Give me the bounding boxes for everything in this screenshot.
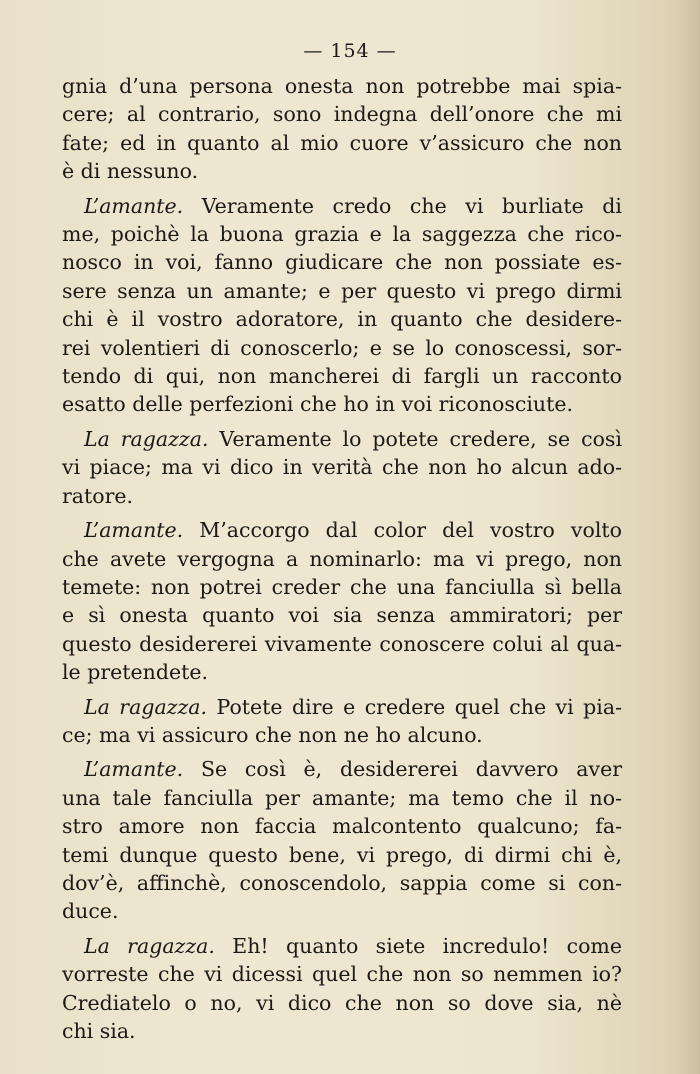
text-line: Crediatelo o no, vi dico che non so dove sia, nè (62, 990, 622, 1015)
text-line (62, 693, 622, 721)
text-line: sere senza un amante; e per questo vi prego dirmi (62, 278, 622, 303)
paragraph-6 (62, 755, 622, 925)
text-line: vorreste che vi dicessi quel che non so nemmen io? (62, 962, 622, 987)
paragraph-1 (62, 72, 622, 186)
text-line: le pretendete. (62, 660, 208, 685)
text-line: ce; ma vi assicuro che non ne ho alcuno. (62, 722, 483, 747)
text-line: vi piace; ma vi dico in verità che non ho alcun ado- (62, 455, 622, 480)
speaker-label: L’amante. (84, 518, 184, 543)
paragraph-5 (62, 693, 622, 750)
text-line (62, 516, 622, 544)
line-text: Veramente lo potete credere, se così (208, 426, 622, 451)
text-line: rei volentieri di conoscerlo; e se lo conoscessi, sor- (62, 335, 622, 360)
line-text: Potete dire e credere quel che vi pia- (207, 694, 622, 719)
dialogue-text (62, 72, 622, 1051)
text-line: temi dunque questo bene, vi prego, di dirmi chi è, (62, 842, 622, 867)
text-line: temete: non potrei creder che una fanciulla sì bella (62, 574, 622, 599)
text-line: stro amore non faccia malcontento qualcuno; fa- (62, 814, 622, 839)
text-line: cere; al contrario, sono indegna dell’onore che mi (62, 102, 622, 127)
text-line: e sì onesta quanto voi sia senza ammiratori; per (62, 603, 622, 628)
speaker-label: La ragazza. (84, 426, 209, 451)
speaker-label: La ragazza. (84, 694, 208, 719)
paragraph-2 (62, 192, 622, 419)
text-line: gnia d’una persona onesta non potrebbe mai spia- (62, 74, 622, 98)
speaker-label: La ragazza. (84, 933, 215, 958)
speaker-label: L’amante. (84, 193, 184, 218)
text-line: che avete vergogna a nominarlo: ma vi prego, non (62, 546, 622, 571)
text-line: è di nessuno. (62, 159, 199, 184)
line-text: M’accorgo dal color del vostro volto (183, 518, 622, 543)
text-line: chi è il vostro adoratore, in quanto che desidere- (62, 307, 622, 332)
page-number: — 154 — (303, 40, 397, 62)
text-line: duce. (62, 899, 119, 924)
text-line: nosco in voi, fanno giudicare che non possiate es- (62, 250, 622, 275)
text-line: tendo di qui, non mancherei di fargli un racconto (62, 364, 622, 389)
text-line: chi sia. (62, 1019, 136, 1043)
text-line: questo desidererei vivamente conoscere colui al qua- (62, 631, 622, 656)
text-line: fate; ed in quanto al mio cuore v’assicuro che non (62, 130, 622, 155)
text-line: me, poichè la buona grazia e la saggezza che rico- (62, 222, 622, 247)
paragraph-7 (62, 932, 622, 1046)
text-line: una tale fanciulla per amante; ma temo che il no- (62, 785, 622, 810)
speaker-label: L’amante. (84, 757, 184, 782)
text-line (62, 425, 622, 453)
paragraph-4 (62, 516, 622, 686)
text-line (62, 932, 622, 960)
text-line (62, 192, 622, 220)
line-text: Eh! quanto siete incredulo! come (214, 933, 622, 958)
text-line (62, 755, 622, 783)
line-text: Veramente credo che vi burliate di (183, 193, 622, 218)
text-line: esatto delle perfezioni che ho in voi riconosciute. (62, 392, 574, 417)
text-line: ratore. (62, 483, 134, 508)
line-text: Se così è, desidererei davvero aver (183, 757, 622, 782)
text-line: dov’è, affinchè, conoscendolo, sappia come si con- (62, 870, 622, 895)
paragraph-3 (62, 425, 622, 510)
